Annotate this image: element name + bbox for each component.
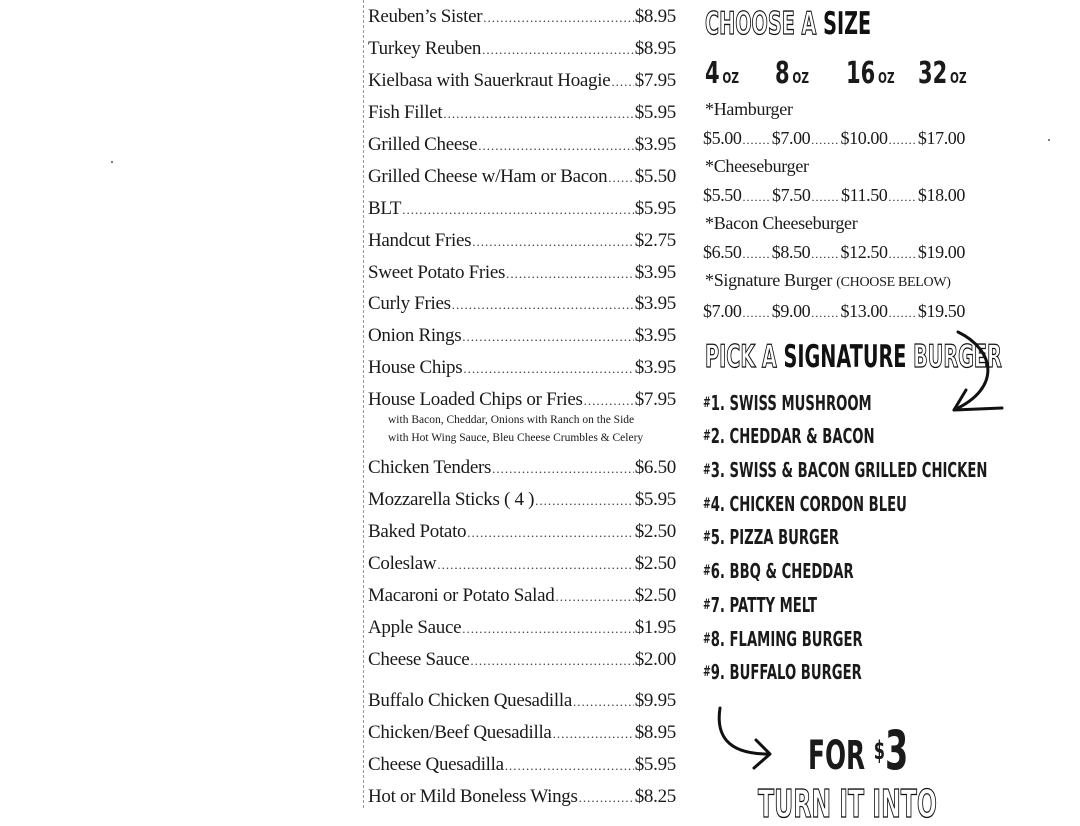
hooked-arrow-icon	[712, 704, 782, 780]
burger-price-row: $7.00 ..... $9.00 ..... $13.00 ..... $19.50	[703, 300, 965, 324]
signature-burger-item: #4. CHICKEN CORDON BLEU	[703, 492, 907, 516]
size-option: 4 OZ	[705, 56, 739, 91]
menu-item: Hot or Mild Boneless Wings ..... $8.25	[368, 786, 676, 809]
promo-turn-it-into: TURN IT INTO	[758, 782, 937, 826]
menu-item: Chicken Tenders ..... $6.50	[368, 457, 676, 480]
menu-item: Chicken/Beef Quesadilla ..... $8.95	[368, 722, 676, 745]
choose-below-note: (CHOOSE BELOW)	[836, 275, 951, 290]
menu-item: Cheese Quesadilla ..... $5.95	[368, 754, 676, 777]
signature-burger-item: #6. BBQ & CHEDDAR	[703, 559, 854, 583]
signature-burger-item: #2. CHEDDAR & BACON	[703, 424, 875, 448]
menu-item: Kielbasa with Sauerkraut Hoagie ..... $7.95	[368, 70, 676, 93]
menu-item: Fish Fillet ..... $5.95	[368, 102, 676, 125]
signature-burger-item: #8. FLAMING BURGER	[703, 627, 863, 651]
menu-item: Mozzarella Sticks ( 4 ) ..... $5.95	[368, 489, 676, 512]
loaded-note-line: with Hot Wing Sauce, Bleu Cheese Crumbles & Celery	[388, 432, 644, 444]
menu-item: Onion Rings ..... $3.95	[368, 325, 676, 348]
sides-menu-column	[368, 0, 680, 808]
signature-burger-item: #9. BUFFALO BURGER	[703, 660, 862, 684]
menu-item: Sweet Potato Fries ..... $3.95	[368, 262, 676, 285]
burger-type-label: *Cheeseburger	[705, 156, 809, 176]
menu-item: BLT ..... $5.95	[368, 198, 676, 221]
menu-item: Buffalo Chicken Quesadilla ..... $9.95	[368, 690, 676, 713]
signature-burger-item: #1. SWISS MUSHROOM	[703, 391, 872, 415]
loaded-note-line: with Bacon, Cheddar, Onions with Ranch on the Side	[388, 414, 635, 426]
menu-item: Curly Fries ..... $3.95	[368, 293, 676, 316]
burger-price-row: $5.00 ..... $7.00 ..... $10.00 ..... $17.00	[703, 127, 965, 151]
scan-speck	[111, 161, 113, 163]
menu-item: Grilled Cheese ..... $3.95	[368, 134, 676, 157]
burger-price-row: $5.50 ..... $7.50 ..... $11.50 ..... $18.00	[703, 184, 965, 208]
menu-item: Baked Potato ..... $2.50	[368, 521, 676, 544]
menu-item: Turkey Reuben ..... $8.95	[368, 38, 676, 61]
signature-burger-item: #5. PIZZA BURGER	[703, 525, 840, 549]
menu-item: Coleslaw ..... $2.50	[368, 553, 676, 576]
menu-item: Reuben’s Sister ..... $8.95	[368, 6, 676, 29]
menu-item: House Loaded Chips or Fries ..... $7.95	[368, 389, 676, 412]
burger-price-row: $6.50 ..... $8.50 ..... $12.50 ..... $19.00	[703, 241, 965, 265]
size-option: 32 OZ	[918, 56, 967, 91]
signature-burger-item: #3. SWISS & BACON GRILLED CHICKEN	[703, 458, 988, 482]
burger-type-label: *Signature Burger (CHOOSE BELOW)	[705, 270, 951, 290]
menu-item: Grilled Cheese w/Ham or Bacon ..... $5.50	[368, 166, 676, 189]
burger-type-label: *Hamburger	[705, 99, 793, 119]
size-option: 8 OZ	[775, 56, 809, 91]
burger-type-label: *Bacon Cheeseburger	[705, 213, 858, 233]
promo-for-price: FOR $3	[808, 719, 909, 782]
choose-size-heading: CHOOSE A SIZE	[705, 6, 872, 42]
page-fold-line	[363, 0, 365, 808]
menu-item: Macaroni or Potato Salad ..... $2.50	[368, 585, 676, 608]
curved-arrow-icon	[940, 328, 1010, 418]
menu-item: Handcut Fries ..... $2.75	[368, 230, 676, 253]
signature-heading: PICK A SIGNATURE BURGER	[705, 339, 1002, 375]
scan-speck	[1048, 139, 1050, 141]
menu-item: House Chips ..... $3.95	[368, 357, 676, 380]
size-option: 16 OZ	[846, 56, 895, 91]
menu-item: Cheese Sauce ..... $2.00	[368, 649, 676, 672]
menu-item: Apple Sauce ..... $1.95	[368, 617, 676, 640]
signature-burger-item: #7. PATTY MELT	[703, 593, 818, 617]
